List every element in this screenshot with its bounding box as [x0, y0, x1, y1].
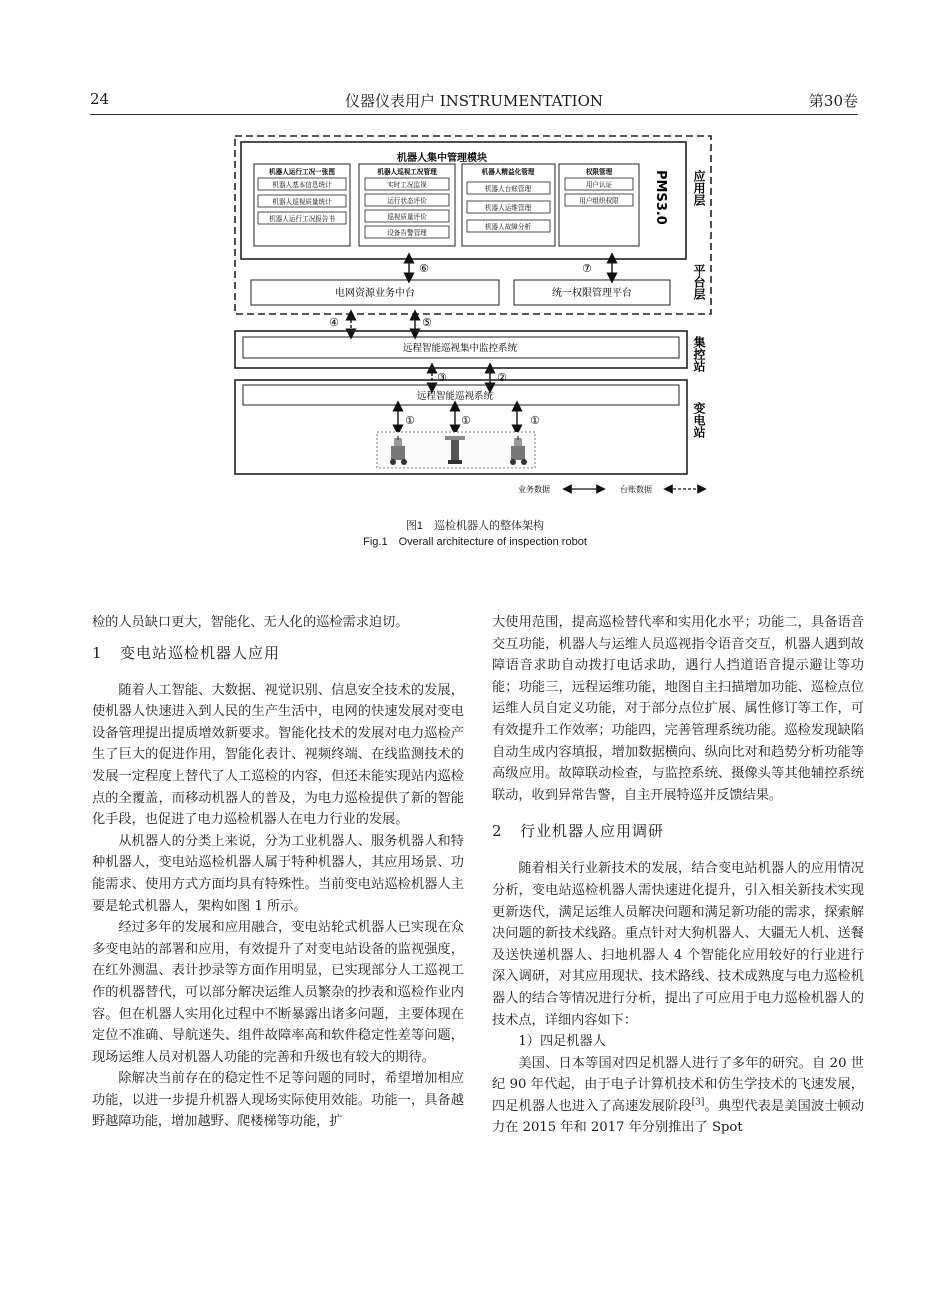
page-header — [90, 88, 858, 115]
platform-box-1-label: 电网资源业务中台 — [335, 288, 415, 299]
group-title-3: 机器人精益化管理 — [481, 168, 535, 176]
module-title: 机器人集中管理模块 — [397, 153, 487, 164]
group-box-4 — [559, 164, 639, 246]
legend-business-label: 业务数据 — [518, 485, 550, 494]
control-system-label: 远程智能巡视集中监控系统 — [402, 343, 518, 354]
paragraph: 从机器人的分类上来说，分为工业机器人、服务机器人和特种机器人，变电站巡检机器人属于特种机器人，其应用场景、功能需求、使用方式方面均具有特殊性。当前变电站巡检机器人主要是轮式机器人，架构如图 1 所示。 — [92, 833, 464, 914]
marker-1c: ① — [530, 414, 540, 427]
paragraph: 随着人工智能、大数据、视觉识别、信息安全技术的发展，使机器人快速进入到人民的生产生活中，电网的快速发展对变电设备管理提出提质增效新要求。智能化技术的发展对电力巡检产生了巨大的促进作用，智能化表计、视频终端、在线监测技术的发展一定程度上替代了人工巡检的内容，但还未能实现站内巡检点的全覆盖，而移动机器人的普及，为电力巡检提供了新的智能化手段，也促进了电力巡检机器人在电力行业的发展。 — [92, 682, 464, 828]
group2-item-4: 设备告警管理 — [387, 229, 427, 237]
paragraph: 随着相关行业新技术的发展，结合变电站机器人的应用情况分析，变电站巡检机器人需快速进化提升，引入相关新技术实现更新迭代，满足运维人员解决问题和满足新功能的需求，探索解决问题的新技术线路。重点针对大狗机器人、大疆无人机、送餐及送快递机器人、扫地机器人 4 个智能化应用较好的行业进行深入调研，对其应用现状、技术路线、技术成熟度与电力巡检机器人的结合等情况进行分析，提出了可应用于电力巡检机器人的技术点，详细内容如下： — [492, 861, 864, 1028]
section-heading-2: 2 行业机器人应用调研 — [492, 822, 665, 841]
group4-item-1: 用户认证 — [585, 181, 613, 189]
page-number: 24 — [90, 90, 110, 108]
group2-item-2: 运行状态评价 — [387, 197, 427, 205]
journal-title: 仪器仪表用户 INSTRUMENTATION — [344, 92, 604, 110]
pms-label: PMS3.0 — [653, 170, 668, 225]
paragraph: 除解决当前存在的稳定性不足等问题的同时，希望增加相应功能，以进一步提升机器人现场实际使用效能。功能一，具备越野越障功能，增加越野、爬楼梯等功能，扩 — [92, 1071, 464, 1130]
group-title-1: 机器人运行工况一张图 — [269, 168, 335, 176]
group3-item-1: 机器人台账管理 — [484, 185, 532, 193]
architecture-diagram — [225, 130, 725, 498]
substation-system-label: 远程智能巡视系统 — [416, 391, 494, 402]
group3-item-3: 机器人故障分析 — [484, 223, 532, 231]
right-column — [492, 612, 864, 1139]
group2-item-1: 实时工况监视 — [387, 181, 427, 189]
figure-caption-cn: 图1 巡检机器人的整体架构 — [405, 520, 545, 532]
marker-3: ③ — [437, 371, 447, 384]
figure-caption-en: Fig.1 Overall architecture of inspection robot — [363, 536, 587, 548]
group-title-2: 机器人巡视工况管理 — [377, 168, 437, 176]
paragraph: 检的人员缺口更大，智能化、无人化的巡检需求迫切。 — [92, 615, 409, 630]
paragraph: 大使用范围，提高巡检替代率和实用化水平；功能二，具备语音交互功能，机器人与运维人员巡视指令语音交互，机器人遇到故障语音求助自动拨打电话求助，遇行人挡道语音提示避让等功能；功能三，远程运维功能，地图自主扫描增加功能、巡检点位运维人员自定义功能，对于部分点位扩展、属性修订等工作，可有效提升工作效率；功能四，完善管理系统功能。巡检发现缺陷自动生成内容填报，增加数据横向、纵向比对和趋势分析功能等高级应用。故障联动检查，与监控系统、摄像头等其他辅控系统联动，收到异常告警，自主开展特巡并反馈结果。 — [492, 615, 864, 803]
marker-2: ② — [497, 371, 507, 384]
section-heading-1: 1 变电站巡检机器人应用 — [92, 643, 281, 662]
group3-item-2: 机器人运维管理 — [484, 204, 532, 212]
left-column — [92, 612, 464, 1133]
marker-1b: ① — [461, 414, 471, 427]
group1-item-2: 机器人巡视质量统计 — [272, 198, 332, 206]
paragraph: 美国、日本等国对四足机器人进行了多年的研究。自 20 世纪 90 年代起，由于电子计算机技术和仿生学技术的飞速发展，四足机器人也进入了高速发展阶段[3]。典型代表是美国波士顿动力在 2015 年和 2017 年分别推出了 Spot — [492, 1055, 865, 1136]
marker-5: ⑤ — [422, 316, 432, 329]
group4-item-2: 用户组织权限 — [579, 197, 619, 205]
layer-control-label: 集控站 — [692, 336, 706, 372]
group2-item-3: 巡视质量评价 — [387, 213, 427, 221]
group1-item-1: 机器人基本信息统计 — [272, 181, 332, 189]
marker-4: ④ — [329, 316, 339, 329]
citation-ref: [3] — [691, 1097, 705, 1108]
layer-application-label: 应用层 — [692, 170, 706, 206]
volume-label: 第30卷 — [808, 92, 858, 110]
subsection-heading: 1）四足机器人 — [518, 1034, 606, 1050]
legend-ledger-label: 台账数据 — [620, 485, 652, 494]
marker-6: ⑥ — [419, 262, 429, 275]
layer-substation-label: 变电站 — [692, 402, 706, 438]
group1-item-3: 机器人运行工况报告书 — [269, 215, 335, 223]
marker-1a: ① — [405, 414, 415, 427]
group-title-4: 权限管理 — [585, 168, 613, 176]
marker-7: ⑦ — [582, 262, 592, 275]
paragraph: 经过多年的发展和应用融合，变电站轮式机器人已实现在众多变电站的部署和应用，有效提升了对变电站设备的监视强度，在红外测温、表计抄录等方面作用明显，已实现部分人工巡视工作的机器替代，可以部分解决运维人员繁杂的抄表和巡检作业内容。但在机器人实用化过程中不断暴露出诸多问题，主要体现在定位不准确、导航迷失、组件故障率高和软件稳定性差等问题，现场运维人员对机器人功能的完善和升级也有较大的期待。 — [92, 920, 464, 1065]
layer-platform-label: 平台层 — [692, 264, 706, 300]
platform-box-2-label: 统一权限管理平台 — [552, 288, 632, 299]
